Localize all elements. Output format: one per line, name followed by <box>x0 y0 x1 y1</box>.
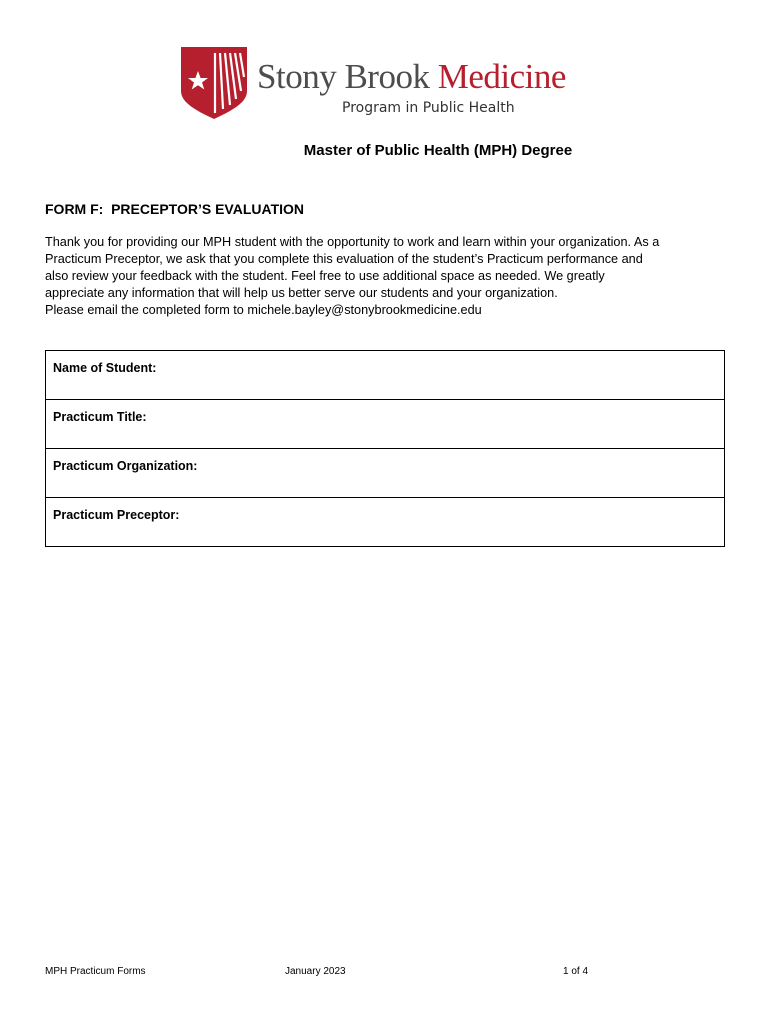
info-row-practicum-preceptor <box>46 498 725 547</box>
student-name-label: Name of Student: <box>53 361 157 375</box>
practicum-title-label: Practicum Title: <box>53 410 147 424</box>
info-row-practicum-organization <box>46 449 725 498</box>
intro-line: appreciate any information that will help us better serve our students and your organization. <box>45 286 558 300</box>
practicum-title-field[interactable] <box>46 400 725 449</box>
form-title: FORM F: PRECEPTOR’S EVALUATION <box>45 201 305 217</box>
info-row-student-name <box>46 351 725 400</box>
footer-page-number: 1 of 4 <box>563 966 589 977</box>
intro-line: Practicum Preceptor, we ask that you complete this evaluation of the student’s Practicum performance and <box>45 252 643 266</box>
intro-line-email: Please email the completed form to michele.bayley@stonybrookmedicine.edu <box>45 303 482 317</box>
practicum-organization-label: Practicum Organization: <box>53 459 198 473</box>
footer-date: January 2023 <box>285 966 346 977</box>
logo-brand-accent: Medicine <box>437 57 566 96</box>
intro-line: also review your feedback with the student. Feel free to use additional space as needed. We greatly <box>45 269 605 283</box>
practicum-organization-field[interactable] <box>46 449 725 498</box>
intro-line: Thank you for providing our MPH student with the opportunity to work and learn within your organization. As a <box>45 235 660 249</box>
stony-brook-medicine-logo <box>181 47 601 121</box>
intro-paragraph <box>45 234 735 319</box>
logo-wordmark <box>257 57 566 97</box>
footer-document-name: MPH Practicum Forms <box>45 966 146 977</box>
shield-star-icon <box>181 47 247 119</box>
practicum-preceptor-field[interactable] <box>46 498 725 547</box>
student-info-table <box>45 350 725 547</box>
student-name-field[interactable] <box>46 351 725 400</box>
logo-subtitle: Program in Public Health <box>342 100 515 116</box>
degree-title: Master of Public Health (MPH) Degree <box>303 142 573 159</box>
info-row-practicum-title <box>46 400 725 449</box>
logo-brand-main: Stony Brook <box>257 57 430 96</box>
practicum-preceptor-label: Practicum Preceptor: <box>53 508 180 522</box>
